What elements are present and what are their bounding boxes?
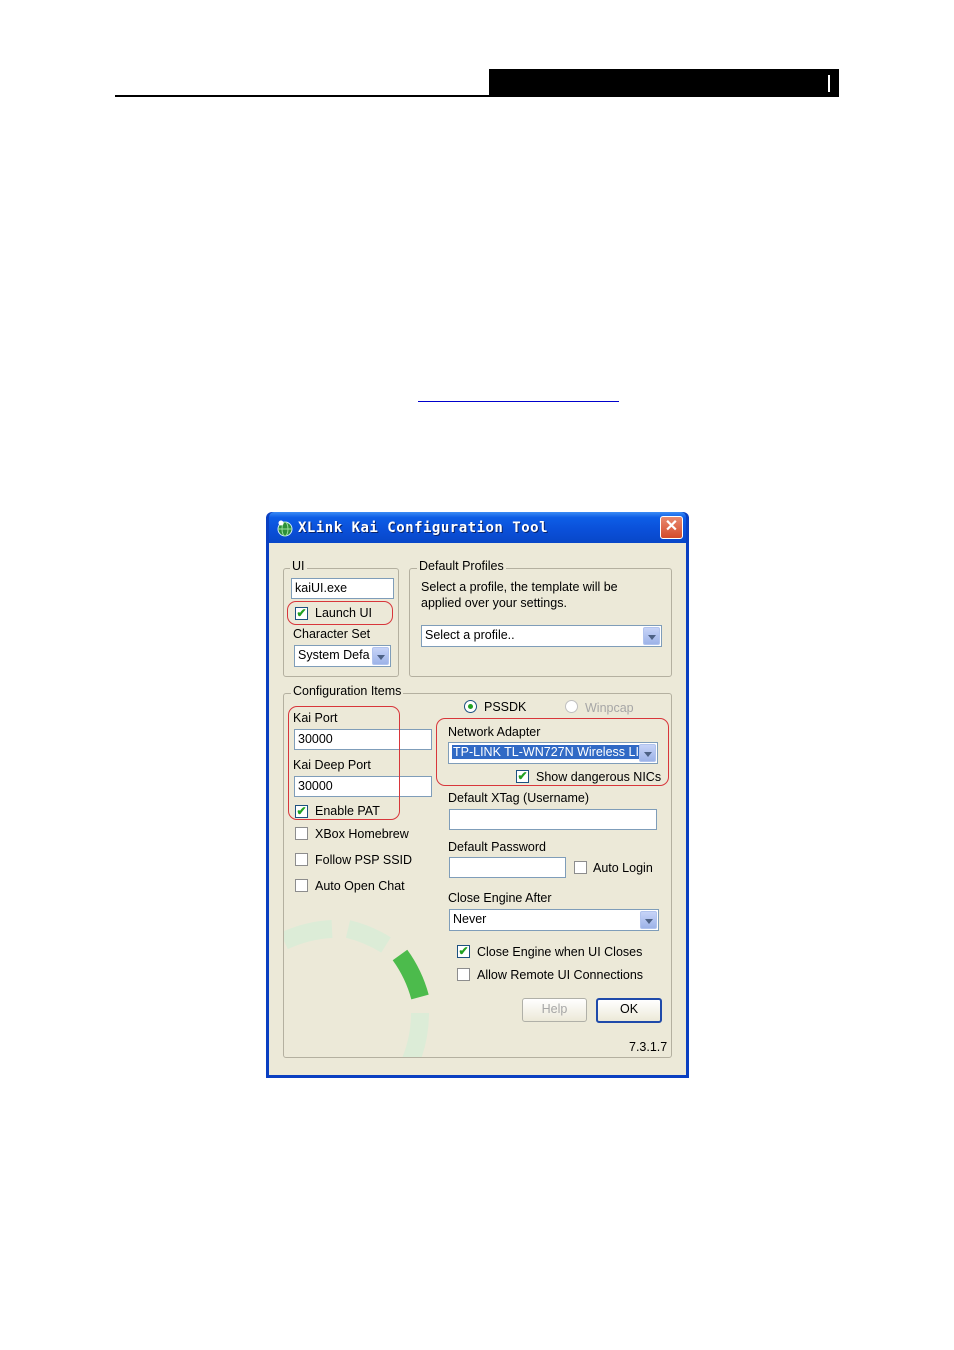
header-bar-divider <box>828 75 830 92</box>
kai-port-label: Kai Port <box>293 711 338 725</box>
window-title: XLink Kai Configuration Tool <box>298 520 549 536</box>
close-engine-ui-checkbox[interactable]: ✔ <box>458 944 469 958</box>
help-button[interactable]: Help <box>522 998 587 1022</box>
title-bar[interactable] <box>269 512 686 543</box>
allow-remote-ui-label: Allow Remote UI Connections <box>477 968 644 982</box>
launch-ui-label: Launch UI <box>315 606 372 620</box>
launch-ui-highlight <box>287 601 393 625</box>
kai-logo-watermark-icon <box>283 909 444 1058</box>
auto-login-checkbox[interactable] <box>574 861 587 874</box>
close-icon: ✕ <box>664 518 679 535</box>
kai-port-input[interactable]: 30000 <box>294 729 432 750</box>
version-label: 7.3.1.7 <box>629 1040 668 1054</box>
hyperlink-underline[interactable] <box>418 401 619 402</box>
profiles-description-line2: applied over your settings. <box>421 596 567 610</box>
pssdk-radio[interactable] <box>464 700 477 713</box>
kai-deep-port-label: Kai Deep Port <box>293 758 371 772</box>
xlink-globe-icon <box>275 518 295 538</box>
profile-select[interactable] <box>421 625 662 647</box>
auto-open-chat-checkbox[interactable] <box>295 879 308 892</box>
xtag-input[interactable] <box>449 809 657 830</box>
charset-label: Character Set <box>293 627 371 641</box>
password-label: Default Password <box>448 840 546 854</box>
window-client-area <box>269 543 686 1075</box>
allow-remote-ui-checkbox[interactable] <box>457 968 470 981</box>
kai-deep-port-input[interactable]: 30000 <box>294 776 432 797</box>
xtag-label: Default XTag (Username) <box>448 791 590 805</box>
charset-select[interactable] <box>294 645 391 667</box>
chevron-down-icon[interactable] <box>643 627 660 645</box>
radio-dot-icon <box>468 704 473 709</box>
close-engine-ui-label: Close Engine when UI Closes <box>477 945 643 959</box>
chevron-down-icon[interactable] <box>372 647 389 665</box>
ports-highlight <box>288 706 400 820</box>
xbox-homebrew-checkbox[interactable] <box>295 827 308 840</box>
password-input[interactable] <box>449 857 566 878</box>
follow-psp-ssid-label: Follow PSP SSID <box>315 853 413 867</box>
default-profiles-label: Default Profiles <box>419 559 504 573</box>
auto-open-chat-label: Auto Open Chat <box>315 879 405 893</box>
follow-psp-ssid-checkbox[interactable] <box>295 853 308 866</box>
network-adapter-label: Network Adapter <box>448 725 541 739</box>
show-dangerous-nics-label: Show dangerous NICs <box>536 770 662 784</box>
close-button[interactable] <box>660 516 683 539</box>
enable-pat-label: Enable PAT <box>315 804 380 818</box>
header-black-bar <box>489 69 839 97</box>
ui-exe-field[interactable]: kaiUI.exe <box>291 578 394 599</box>
close-engine-after-select[interactable] <box>449 909 659 931</box>
xbox-homebrew-label: XBox Homebrew <box>315 827 409 841</box>
winpcap-label: Winpcap <box>585 701 634 715</box>
ok-button[interactable]: OK <box>596 998 662 1023</box>
enable-pat-checkbox[interactable]: ✔ <box>296 804 307 818</box>
winpcap-radio[interactable] <box>565 700 578 713</box>
auto-login-label: Auto Login <box>593 861 653 875</box>
launch-ui-checkbox[interactable]: ✔ <box>296 606 307 620</box>
ui-group-label: UI <box>292 559 305 573</box>
close-engine-after-value: Never <box>453 912 487 926</box>
profiles-description-line1: Select a profile, the template will be <box>421 580 618 594</box>
close-engine-after-label: Close Engine After <box>448 891 552 905</box>
show-dangerous-nics-checkbox[interactable]: ✔ <box>517 769 528 783</box>
network-adapter-value: TP-LINK TL-WN727N Wireless LI <box>453 745 639 759</box>
chevron-down-icon[interactable] <box>640 911 657 929</box>
charset-value: System Defa <box>298 648 370 662</box>
xlink-kai-config-window <box>266 512 689 1078</box>
configuration-items-label: Configuration Items <box>293 684 402 698</box>
profile-select-value: Select a profile.. <box>425 628 515 642</box>
network-adapter-highlight <box>436 718 669 786</box>
pssdk-label: PSSDK <box>484 700 527 714</box>
